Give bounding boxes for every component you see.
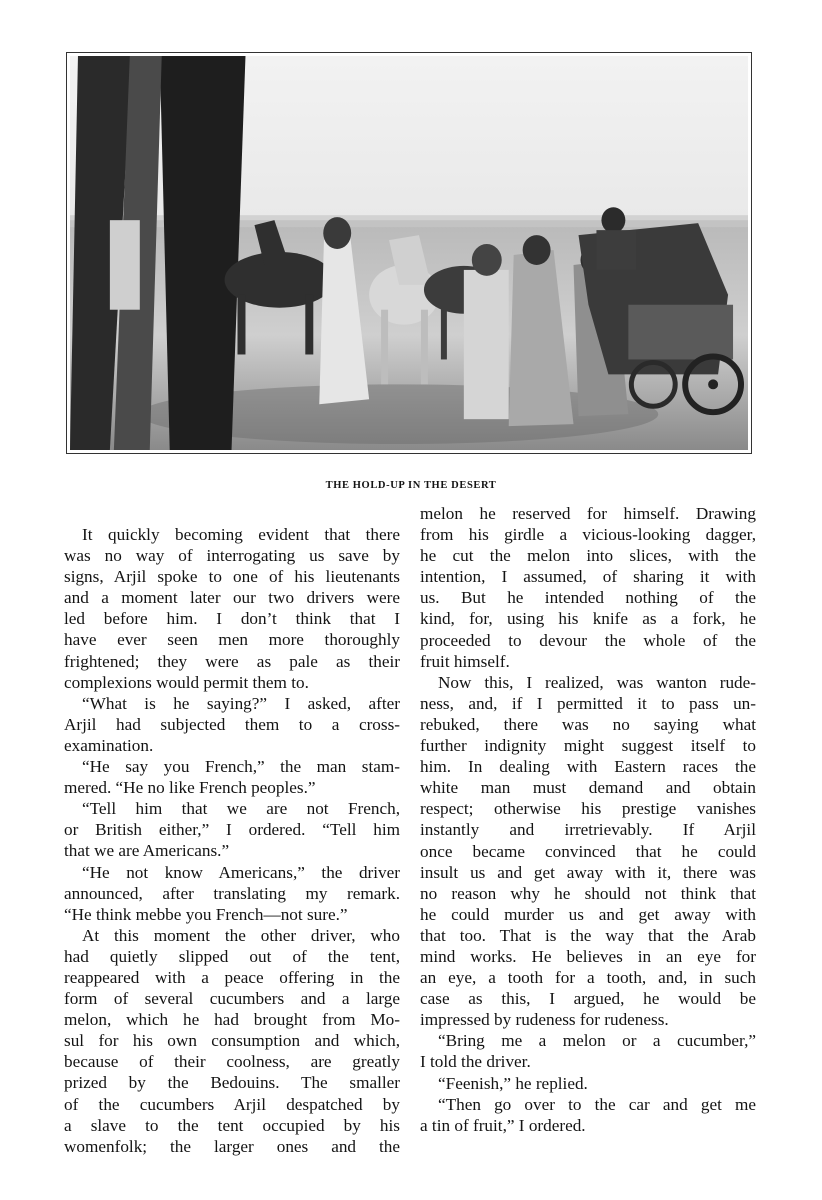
- text-line: frightened; they were as pale as their: [64, 651, 400, 671]
- text-line: intention, I assumed, of sharing it with: [420, 567, 756, 587]
- text-line: case as this, I argued, he would be: [420, 989, 756, 1009]
- text-line: mered. “He no like French peoples.”: [64, 778, 316, 798]
- text-line: rebuked, there was no saying what: [420, 714, 756, 734]
- text-line: fruit himself.: [420, 651, 510, 671]
- text-line: that we are Americans.”: [64, 841, 230, 861]
- photo-frame: [66, 52, 752, 454]
- text-line: Now this, I realized, was wanton rude-: [438, 672, 756, 692]
- text-line: had quietly slipped out of the tent,: [64, 946, 400, 966]
- text-line: or British either,” I ordered. “Tell him: [64, 820, 400, 840]
- text-line: impressed by rudeness for rudeness.: [420, 1010, 669, 1030]
- text-line: “What is he saying?” I asked, after: [82, 693, 400, 713]
- text-line: ness, and, if I permitted it to pass un-: [420, 693, 756, 713]
- text-line: mind works. He believes in an eye for: [420, 946, 756, 966]
- text-line: prized by the Bedouins. The smaller: [64, 1073, 400, 1093]
- right-column: [420, 503, 756, 1136]
- text-line: “Tell him that we are not French,: [82, 799, 400, 819]
- text-line: Arjil had subjected them to a cross-: [64, 714, 400, 734]
- text-line: reappeared with a peace offering in the: [64, 967, 400, 987]
- text-line: “He think mebbe you French—not sure.”: [64, 904, 348, 924]
- text-line: no reason why he should not think that: [420, 883, 756, 903]
- desert-scene-image: [70, 56, 748, 450]
- text-line: announced, after translating my remark.: [64, 883, 400, 903]
- text-line: of the cucumbers Arjil despatched by: [64, 1094, 400, 1114]
- text-line: a tin of fruit,” I ordered.: [420, 1115, 586, 1135]
- text-line: “Feenish,” he replied.: [438, 1073, 588, 1093]
- text-line: At this moment the other driver, who: [82, 925, 400, 945]
- text-line: was no way of interrogating us save by: [64, 546, 400, 566]
- left-column: [64, 524, 400, 1157]
- text-line: melon he reserved for himself. Drawing: [420, 504, 756, 523]
- text-line: once became convinced that he could: [420, 841, 756, 861]
- text-line: “He not know Americans,” the driver: [82, 862, 400, 882]
- text-line: I told the driver.: [420, 1052, 531, 1072]
- text-line: insult us and get away with it, there was: [420, 862, 756, 882]
- text-line: that too. That is the way that the Arab: [420, 925, 756, 945]
- text-line: complexions would permit them to.: [64, 672, 309, 692]
- text-line: proceeded to devour the whole of the: [420, 630, 756, 650]
- text-line: led before him. I don’t think that I: [64, 609, 400, 629]
- text-line: kind, for, using his knife as a fork, he: [420, 609, 756, 629]
- text-line: he could murder us and get away with: [420, 904, 756, 924]
- text-line: further indignity might suggest itself to: [420, 736, 756, 756]
- desert-photo: [70, 56, 748, 450]
- text-line: and a moment later our two drivers were: [64, 588, 400, 608]
- text-line: instantly and irretrievably. If Arjil: [420, 820, 756, 840]
- text-line: form of several cucumbers and a large: [64, 989, 400, 1009]
- text-line: signs, Arjil spoke to one of his lieutenants: [64, 567, 400, 587]
- text-line: have ever seen men more thoroughly: [64, 630, 400, 650]
- text-line: from his girdle a vicious-looking dagger,: [420, 525, 756, 545]
- text-line: respect; otherwise his prestige vanishes: [420, 799, 756, 819]
- text-line: “Bring me a melon or a cucumber,”: [438, 1031, 756, 1051]
- text-line: because of their coolness, are greatly: [64, 1052, 400, 1072]
- photo-caption: THE HOLD-UP IN THE DESERT: [325, 480, 497, 491]
- text-line: us. But he intended nothing of the: [420, 588, 756, 608]
- text-line: womenfolk; the larger ones and the: [64, 1136, 400, 1156]
- text-line: an eye, a tooth for a tooth, and, in such: [420, 968, 756, 988]
- text-line: examination.: [64, 735, 154, 755]
- text-line: sul for his own consumption and which,: [64, 1031, 400, 1051]
- text-line: he cut the melon into slices, with the: [420, 546, 756, 566]
- text-line: “He say you French,” the man stam-: [82, 757, 400, 777]
- text-line: a slave to the tent occupied by his: [64, 1115, 400, 1135]
- text-line: It quickly becoming evident that there: [82, 525, 400, 544]
- text-line: him. In dealing with Eastern races the: [420, 757, 756, 777]
- text-line: melon, which he had brought from Mo-: [64, 1010, 400, 1030]
- text-line: “Then go over to the car and get me: [438, 1094, 756, 1114]
- text-line: white man must demand and obtain: [420, 778, 756, 798]
